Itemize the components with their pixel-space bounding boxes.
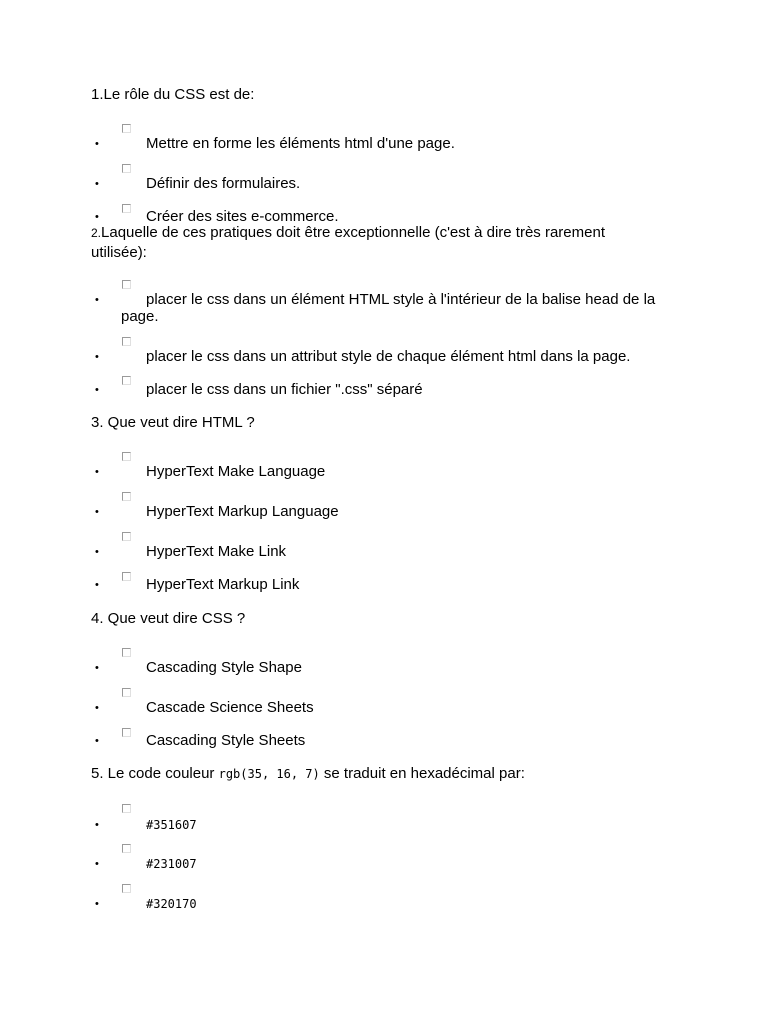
q2-option-2[interactable] — [91, 347, 691, 367]
q3-option-4[interactable] — [91, 575, 691, 595]
question-text: Laquelle de ces pratiques doit être exceptionnelle (c'est à dire très rarement — [101, 224, 605, 241]
option-label: HyperText Markup Link — [146, 576, 300, 593]
q2-option-1[interactable] — [91, 290, 691, 330]
q4-option-1[interactable] — [91, 658, 691, 678]
question-2-title — [91, 223, 691, 263]
option-label: HyperText Make Link — [146, 543, 287, 560]
option-label: #320170 — [146, 897, 197, 911]
checkbox[interactable] — [122, 280, 131, 289]
checkbox[interactable] — [122, 688, 131, 697]
q3-option-2[interactable] — [91, 502, 691, 522]
question-3-title: 3. Que veut dire HTML ? — [91, 414, 255, 431]
option-label: Cascading Style Sheets — [146, 732, 306, 749]
question-text-end: se traduit en hexadécimal par: — [319, 765, 525, 782]
checkbox[interactable] — [122, 452, 131, 461]
question-number: 2. — [91, 226, 102, 240]
bullet: • — [95, 579, 99, 591]
option-label: Cascading Style Shape — [146, 659, 302, 676]
checkbox[interactable] — [122, 728, 131, 737]
option-label-cont: page. — [121, 308, 159, 325]
bullet: • — [95, 858, 99, 870]
option-label: Créer des sites e-commerce. — [146, 208, 339, 225]
question-text-cont: utilisée): — [91, 244, 147, 261]
bullet: • — [95, 466, 99, 478]
checkbox[interactable] — [122, 124, 131, 133]
checkbox[interactable] — [122, 648, 131, 657]
bullet: • — [95, 819, 99, 831]
question-4-title: 4. Que veut dire CSS ? — [91, 610, 246, 627]
checkbox[interactable] — [122, 572, 131, 581]
q5-option-3[interactable] — [91, 894, 691, 914]
checkbox[interactable] — [122, 164, 131, 173]
option-label: placer le css dans un attribut style de chaque élément html dans la page. — [146, 348, 631, 365]
q2-option-3[interactable] — [91, 380, 691, 400]
bullet: • — [95, 294, 99, 306]
option-label: HyperText Markup Language — [146, 503, 339, 520]
bullet: • — [95, 735, 99, 747]
q5-option-1[interactable] — [91, 815, 691, 835]
q1-option-1[interactable] — [91, 134, 691, 154]
question-5-title — [91, 764, 691, 784]
bullet: • — [95, 384, 99, 396]
q4-option-2[interactable] — [91, 698, 691, 718]
bullet: • — [95, 546, 99, 558]
checkbox[interactable] — [122, 804, 131, 813]
checkbox[interactable] — [122, 337, 131, 346]
q5-option-2[interactable] — [91, 854, 691, 874]
option-label: placer le css dans un élément HTML style à l'intérieur de la balise head de la — [146, 291, 656, 308]
bullet: • — [95, 211, 99, 223]
q3-option-1[interactable] — [91, 462, 691, 482]
question-text: 5. Le code couleur — [91, 765, 219, 782]
checkbox[interactable] — [122, 376, 131, 385]
option-label: placer le css dans un fichier ".css" séparé — [146, 381, 423, 398]
option-label: Cascade Science Sheets — [146, 699, 314, 716]
bullet: • — [95, 898, 99, 910]
bullet: • — [95, 138, 99, 150]
bullet: • — [95, 351, 99, 363]
bullet: • — [95, 702, 99, 714]
checkbox[interactable] — [122, 532, 131, 541]
bullet: • — [95, 178, 99, 190]
checkbox[interactable] — [122, 492, 131, 501]
option-label: #231007 — [146, 857, 197, 871]
bullet: • — [95, 506, 99, 518]
checkbox[interactable] — [122, 884, 131, 893]
q1-option-2[interactable] — [91, 174, 691, 194]
option-label: #351607 — [146, 818, 197, 832]
option-label: Définir des formulaires. — [146, 175, 301, 192]
q4-option-3[interactable] — [91, 731, 691, 751]
option-label: HyperText Make Language — [146, 463, 326, 480]
q3-option-3[interactable] — [91, 542, 691, 562]
rgb-code: rgb(35, 16, 7) — [218, 767, 320, 781]
checkbox[interactable] — [122, 844, 131, 853]
bullet: • — [95, 662, 99, 674]
checkbox[interactable] — [122, 204, 131, 213]
question-1-title: 1.Le rôle du CSS est de: — [91, 86, 255, 103]
option-label: Mettre en forme les éléments html d'une page. — [146, 135, 455, 152]
